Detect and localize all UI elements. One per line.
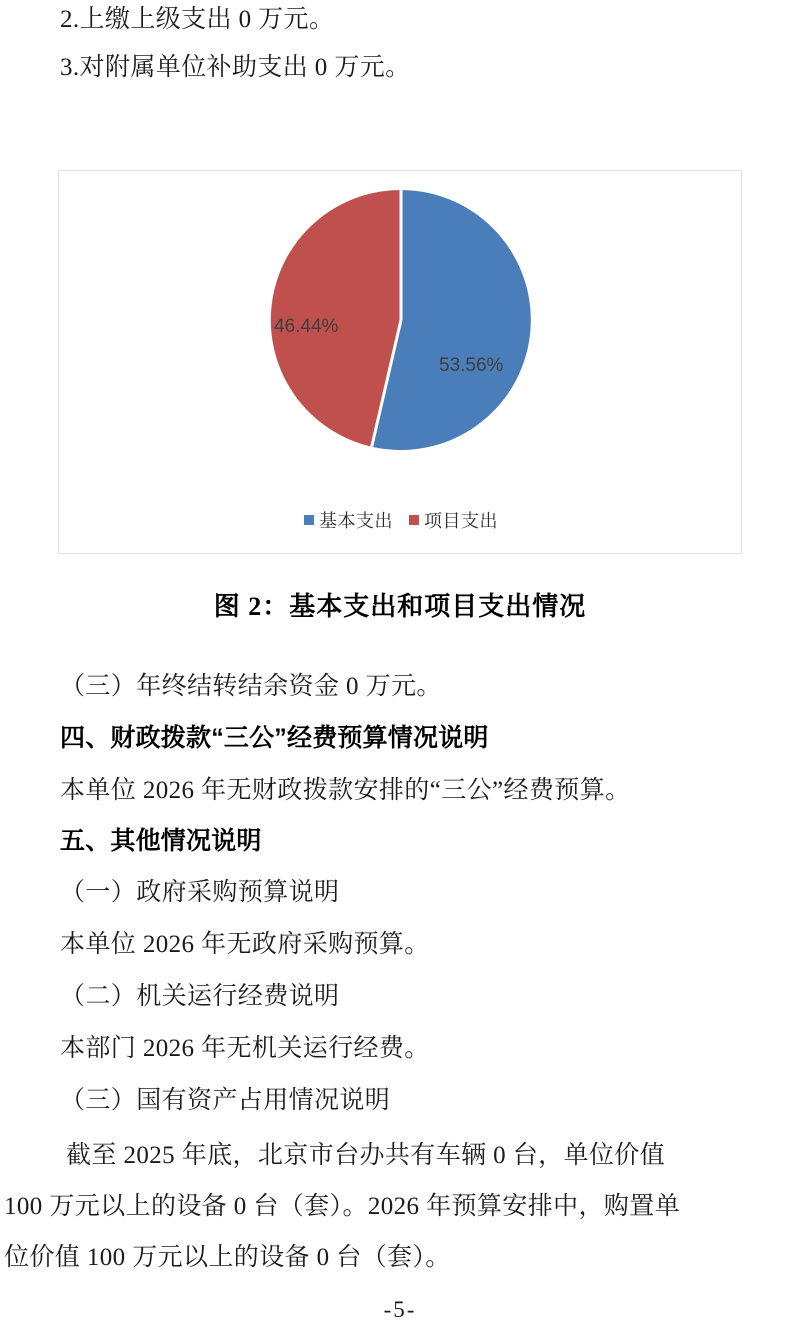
heading-qita: 五、其他情况说明: [60, 827, 262, 855]
paragraph-jiguan-body: 本部门 2026 年无机关运行经费。: [60, 1035, 430, 1062]
legend-item-xiangmu-zhichu: [409, 507, 498, 533]
pie-chart-plot-area: [59, 171, 743, 501]
pie-label-jiben-zhichu: 53.56%: [439, 355, 504, 376]
paragraph-guoyou-body-line-3: 位价值 100 万元以上的设备 0 台（套）。: [4, 1244, 451, 1271]
heading-jiguan: （二）机关运行经费说明: [60, 983, 340, 1010]
heading-guoyou: （三）国有资产占用情况说明: [60, 1087, 391, 1114]
heading-sangong: 四、财政拨款“三公”经费预算情况说明: [60, 724, 489, 752]
paragraph-fushu: 3.对附属单位补助支出 0 万元。: [60, 54, 411, 81]
figure-caption: 图 2：基本支出和项目支出情况: [213, 592, 587, 621]
legend-item-jiben-zhichu: [304, 507, 393, 533]
paragraph-sangong-body: 本单位 2026 年无财政拨款安排的“三公”经费预算。: [60, 777, 631, 804]
legend-swatch-red-icon: [409, 515, 419, 525]
pie-chart-legend: [59, 507, 743, 533]
paragraph-jiezhuan: （三）年终结转结余资金 0 万元。: [60, 673, 442, 700]
page-number: -5-: [383, 1297, 417, 1322]
legend-label-jiben-zhichu: 基本支出: [319, 511, 393, 531]
paragraph-guoyou-body-line-1: 截至 2025 年底，北京市台办共有车辆 0 台，单位价值: [66, 1142, 666, 1169]
paragraph-shangjiao: 2.上缴上级支出 0 万元。: [60, 6, 335, 33]
paragraph-guoyou-body-line-2: 100 万元以上的设备 0 台（套）。2026 年预算安排中，购置单: [4, 1193, 681, 1220]
heading-caigou: （一）政府采购预算说明: [60, 879, 340, 906]
legend-label-xiangmu-zhichu: 项目支出: [424, 511, 498, 531]
legend-swatch-blue-icon: [304, 515, 314, 525]
paragraph-caigou-body: 本单位 2026 年无政府采购预算。: [60, 931, 430, 958]
pie-chart-figure: [58, 170, 742, 554]
pie-label-xiangmu-zhichu: 46.44%: [274, 316, 339, 337]
